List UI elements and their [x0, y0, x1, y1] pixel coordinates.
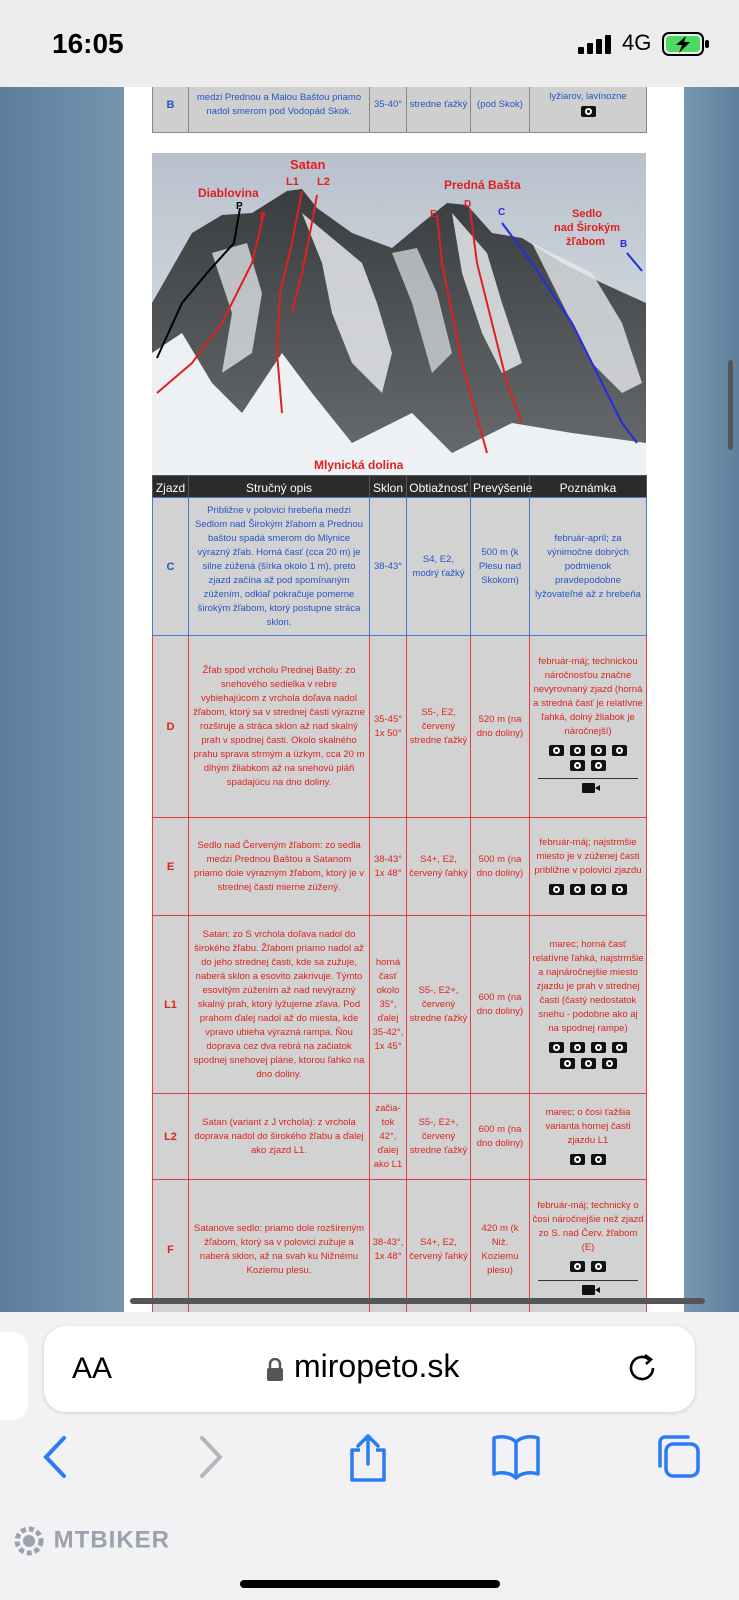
prevysenie-cell: 520 m (na dno doliny): [471, 636, 530, 818]
share-icon[interactable]: [346, 1432, 390, 1484]
label-c: C: [498, 207, 506, 218]
photo-camera-icon[interactable]: [612, 745, 627, 756]
web-page-content[interactable]: [124, 87, 684, 1337]
video-camera-icon[interactable]: [582, 1285, 595, 1295]
clock: 16:05: [52, 28, 124, 59]
label-sedlo: Sedlo: [572, 208, 602, 220]
label-f: F: [260, 211, 267, 222]
opis-cell: Satanove sedlo: priamo dole rozšíreným žľabom, ktorý sa v polovici zužuje a naberá sklon, až na svah ku Nižnému Koziemu plesu.: [189, 1180, 370, 1320]
photo-camera-icon[interactable]: [591, 1261, 606, 1272]
photo-camera-icon[interactable]: [570, 1042, 585, 1053]
poznamka-cell: február-apríl; za výnimočne dobrých podmienok pravdepodobne lyžovateľné až z hrebeňa: [530, 498, 647, 636]
poznamka-cell: [530, 818, 647, 916]
obtiaznost-cell: S5-, E2+, červený stredne ťažký: [407, 1094, 471, 1180]
reload-icon[interactable]: [624, 1350, 660, 1386]
prevysenie-cell: 600 m (na dno doliny): [471, 916, 530, 1094]
poznamka-text: február-máj; najstrmšie miesto je v zúženej časti približne v polovici zjazdu: [534, 836, 642, 876]
sklon-cell: 38-43°: [370, 498, 407, 636]
sklon-cell: 38-43° 1x 48°: [370, 818, 407, 916]
browser-nav-row: [0, 1432, 739, 1492]
home-indicator[interactable]: [240, 1580, 500, 1588]
opis-cell: Satan: zo S vrchola doľava nadol do širokého žľabu. Žľabom priamo nadol až do jeho strednej časti, kde sa zužuje, naberá sklon a esovito zakrivuje. Týmto esovitým zúžením až nad nevýrazný skalný prah, ktorý lyžujeme zľava. Pod prahom ďalej nadol až do miesta, kde vpravo ubieha výrazná rampa. Ňou doprava cez dva rebrá na začiatok spodnej snehovej pláne, ktorou ľahko na dno doliny.: [189, 916, 370, 1094]
label-l2: L2: [317, 176, 330, 188]
mtbiker-watermark: [12, 1524, 170, 1558]
zjazd-cell: L1: [153, 916, 189, 1094]
table-row: [153, 916, 647, 1094]
photo-camera-icon[interactable]: [612, 1042, 627, 1053]
zjazd-cell: B: [153, 87, 189, 133]
label-d: D: [464, 199, 472, 210]
divider: [538, 778, 638, 779]
prevysenie-cell: (pod Skok): [471, 87, 530, 133]
horizontal-scrollbar[interactable]: [130, 1298, 705, 1304]
obtiaznost-cell: S5-, E2, červený stredne ťažký: [407, 636, 471, 818]
poznamka-text: marec; o čosi ťažšia varianta hornej časti zjazdu L1: [545, 1106, 631, 1146]
photo-camera-icon[interactable]: [591, 745, 606, 756]
poznamka-cell: [530, 87, 647, 133]
watermark-text: MTBIKER: [53, 1526, 170, 1554]
photo-camera-icon[interactable]: [549, 1042, 564, 1053]
label-predna-basta: Predná Bašta: [444, 178, 521, 192]
prevysenie-cell: 500 m (na dno doliny): [471, 818, 530, 916]
opis-cell: Sedlo nad Červeným žľabom: zo sedla medzi Prednou Baštou a Satanom priamo dole výrazným žľabom, ktorý je v strednej časti mierne zúžený.: [189, 818, 370, 916]
video-camera-icon[interactable]: [582, 783, 595, 793]
label-diablovina: Diablovina: [198, 186, 259, 200]
mountain-illustration: [152, 153, 646, 475]
label-b: B: [620, 239, 628, 250]
table-row: [153, 498, 647, 636]
signal-icon: [578, 34, 614, 54]
photo-camera-icon[interactable]: [591, 884, 606, 895]
sklon-cell: 38-43°, 1x 48°: [370, 1180, 407, 1320]
table-row: [153, 1094, 647, 1180]
network-type: 4G: [622, 30, 652, 55]
poznamka-cell: [530, 636, 647, 818]
photo-camera-icon[interactable]: [560, 1058, 575, 1069]
back-icon[interactable]: [40, 1432, 70, 1482]
opis-cell: Satan (variant z J vrchola): z vrchola doprava nadol do širokého žľabu a ďalej ako zjazd L1.: [189, 1094, 370, 1180]
poznamka-text: február-máj; technicky o čosi náročnejšie než zjazd zo S. nad Červ. žľabom (E): [532, 1200, 644, 1254]
obtiaznost-cell: S4+, E2, červený ľahký: [407, 1180, 471, 1320]
zjazd-cell: F: [153, 1180, 189, 1320]
label-p: P: [236, 201, 243, 212]
label-zlabom: žľabom: [566, 236, 606, 248]
mountain-photo: [152, 153, 646, 475]
page-background-left: [0, 87, 124, 1337]
url-text[interactable]: miropeto.sk: [294, 1348, 460, 1384]
photo-camera-icon[interactable]: [570, 760, 585, 771]
obtiaznost-cell: S4+, E2, červený ľahký: [407, 818, 471, 916]
table-row: [153, 818, 647, 916]
battery-charging-icon: [662, 32, 710, 56]
photo-links: [532, 743, 644, 773]
photo-camera-icon[interactable]: [549, 745, 564, 756]
zjazd-cell: E: [153, 818, 189, 916]
label-satan: Satan: [290, 157, 326, 172]
bookmarks-icon[interactable]: [490, 1432, 542, 1482]
opis-cell: medzi Prednou a Malou Baštou priamo nadol smerom pod Vodopád Skok.: [189, 87, 370, 133]
divider: [538, 1280, 638, 1281]
photo-camera-icon[interactable]: [591, 760, 606, 771]
photo-camera-icon[interactable]: [570, 884, 585, 895]
zjazd-cell: L2: [153, 1094, 189, 1180]
opis-cell: Približne v polovici hrebeňa medzi Sedlom nad Širokým žľabom a Prednou baštou spadá smerom do Mlynice výrazný žľab. Horná časť (cca 20 m) je silne zúžená (šírka okolo 1 m), preto zjazd začína až pod spomínaným zúžením, odkiaľ pokračuje pomerne širokým žľabom, ktorý postupne stráca sklon.: [189, 498, 370, 636]
photo-links: [532, 1152, 644, 1167]
poznamka-cell: [530, 916, 647, 1094]
sklon-cell: začia-tok 42°, ďalej ako L1: [370, 1094, 407, 1180]
opis-cell: Žľab spod vrcholu Prednej Bašty: zo snehového sedielka v rebre vybiehajúcom z vrchola doľava nadol žľabom, ktorý sa v strednej časti výrazne rozširuje a stráca sklon až nad skalný prah v spodnej časti. Okolo skalného prahu sprava strmým a úzkym, cca 20 m dlhým žliabkom až na snehovú pláň spadajúcu na dno doliny.: [189, 636, 370, 818]
poznamka-text: lyžiarov, lavínozne: [549, 91, 627, 103]
photo-links: [532, 1040, 644, 1070]
prevysenie-cell: 500 m (k Plesu nad Skokom): [471, 498, 530, 636]
table-row: [153, 636, 647, 818]
photo-camera-icon[interactable]: [612, 884, 627, 895]
address-bar[interactable]: [44, 1326, 695, 1412]
forward-icon[interactable]: [196, 1432, 226, 1482]
vertical-scrollbar[interactable]: [728, 360, 733, 450]
gear-icon: [12, 1524, 46, 1558]
photo-camera-icon[interactable]: [570, 745, 585, 756]
top-partial-row: [152, 87, 647, 133]
poznamka-cell: [530, 1094, 647, 1180]
poznamka-text: marec; horná časť relatívne ľahká, najstrmšie a najnáročnejšie miesto zjazdu je prah v strednej časti (častý nedostatok snehu - podobne ako aj na spodnej rampe): [532, 939, 644, 1035]
sklon-cell: 35-40°: [370, 87, 407, 133]
photo-camera-icon[interactable]: [581, 1058, 596, 1069]
label-mlynicka-dolina: Mlynická dolina: [314, 458, 404, 472]
prevysenie-cell: 600 m (na dno doliny): [471, 1094, 530, 1180]
sklon-cell: horná časť okolo 35°, ďalej 35-42°, 1x 45°: [370, 916, 407, 1094]
lock-icon: [266, 1358, 284, 1382]
header-prevysenie: Prevýšenie: [471, 476, 530, 501]
zjazd-cell: D: [153, 636, 189, 818]
label-nad-sirokym: nad Širokým: [554, 222, 621, 234]
tabs-icon[interactable]: [654, 1432, 704, 1482]
label-e: E: [430, 209, 437, 220]
prevysenie-cell: 420 m (k Niž. Koziemu plesu): [471, 1180, 530, 1320]
photo-camera-icon[interactable]: [549, 884, 564, 895]
text-size-button[interactable]: AA: [72, 1352, 113, 1385]
obtiaznost-cell: stredne ťažký: [407, 87, 471, 133]
sklon-cell: 35-45° 1x 50°: [370, 636, 407, 818]
previous-tab-card[interactable]: [0, 1332, 28, 1420]
photo-camera-icon[interactable]: [602, 1058, 617, 1069]
photo-camera-icon[interactable]: [570, 1154, 585, 1165]
photo-camera-icon[interactable]: [591, 1042, 606, 1053]
header-poznamka: Poznámka: [530, 476, 647, 501]
header-obtiaznost: Obtiažnosť: [407, 476, 471, 501]
poznamka-text: február-máj; technickou náročnosťou značne nevyrovnaný zjazd (horná a stredná časť je relatívne ľahká, dolný žliabok je náročnejší): [533, 655, 643, 737]
photo-links: [532, 1259, 644, 1274]
header-opis: Stručný opis: [189, 476, 370, 501]
obtiaznost-cell: S5-, E2+, červený stredne ťažký: [407, 916, 471, 1094]
zjazd-cell: C: [153, 498, 189, 636]
descent-table: [152, 497, 647, 1320]
photo-camera-icon[interactable]: [570, 1261, 585, 1272]
photo-links: [532, 882, 644, 897]
photo-camera-icon[interactable]: [591, 1154, 606, 1165]
photo-camera-icon[interactable]: [581, 106, 596, 117]
label-l1: L1: [286, 176, 299, 188]
obtiaznost-cell: S4, E2, modrý ťažký: [407, 498, 471, 636]
header-sklon: Sklon: [370, 476, 407, 501]
page-background-right: [684, 87, 739, 1337]
header-zjazd: Zjazd: [153, 476, 189, 501]
status-bar: [0, 0, 739, 87]
